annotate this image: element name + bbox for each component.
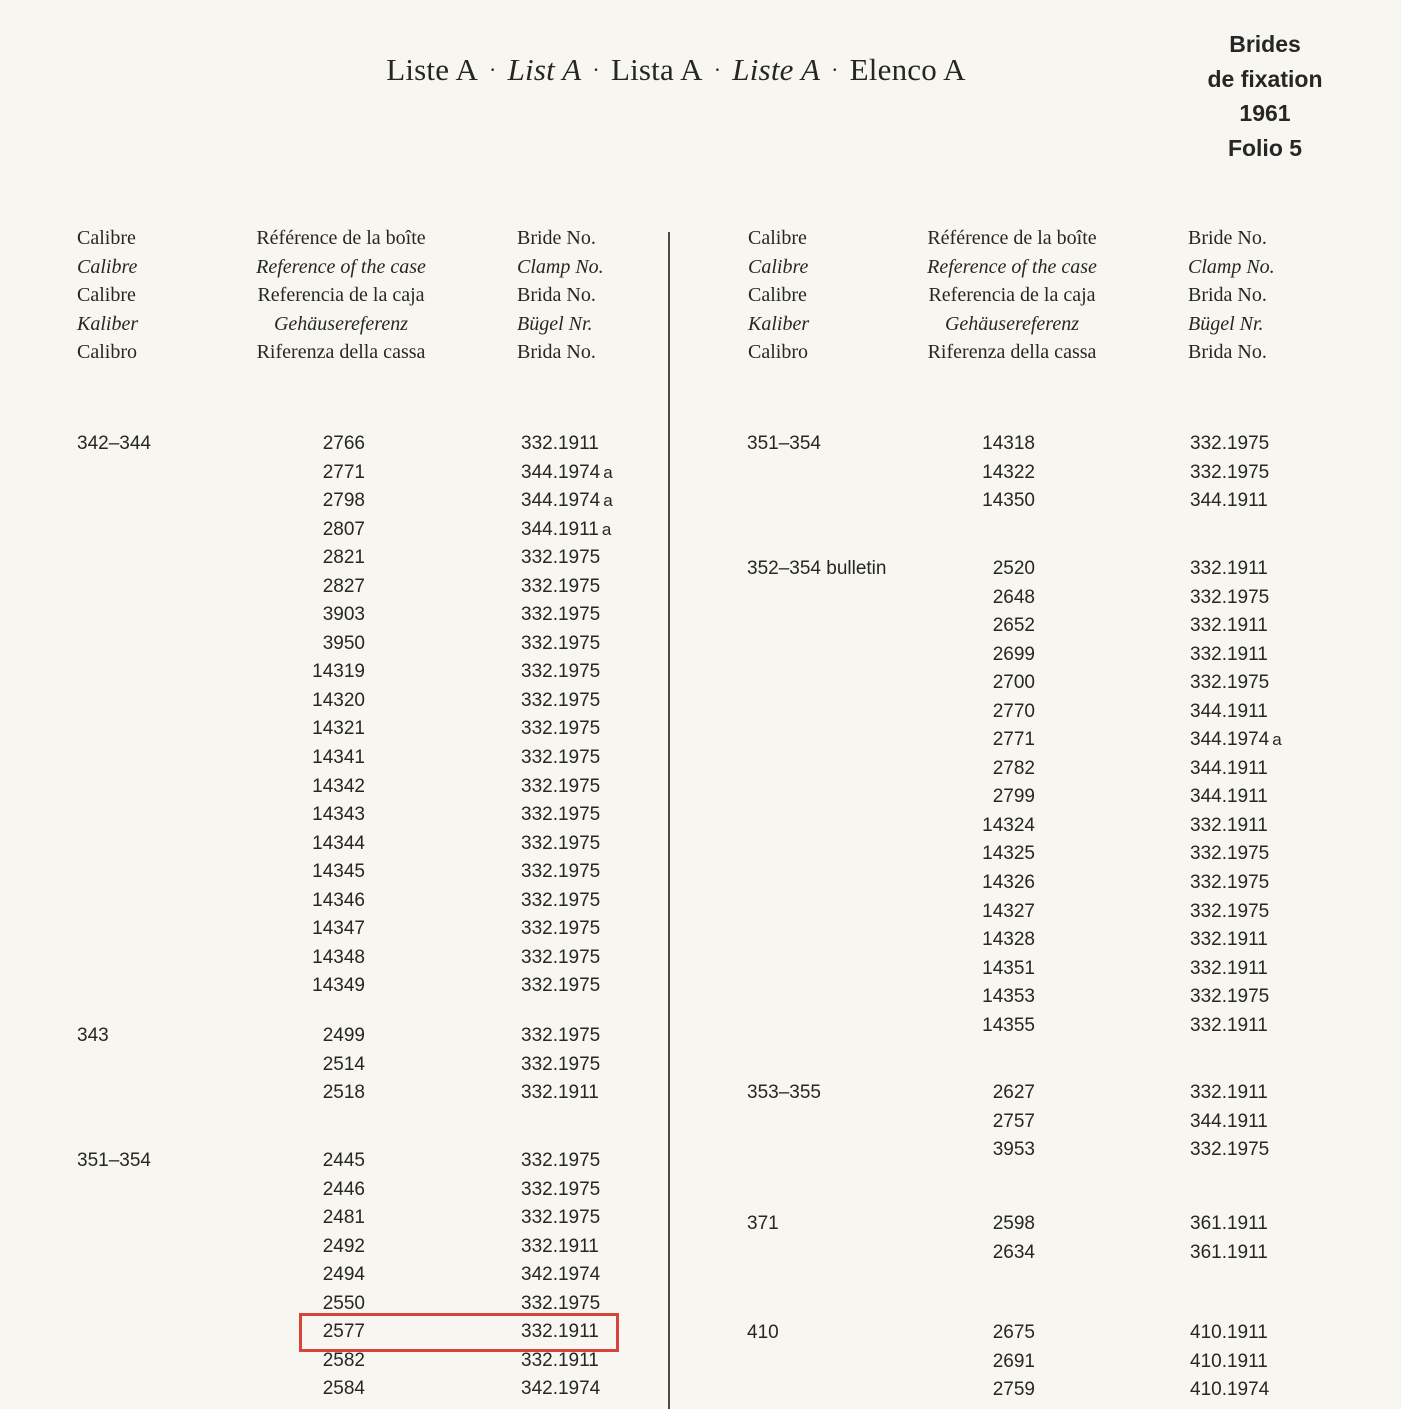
reference-cell: 14355 — [982, 1014, 1035, 1036]
reference-cell: 2798 — [322, 490, 365, 512]
reference-cell: 2634 — [992, 1241, 1035, 1263]
bride-number: 332.1975 — [521, 1207, 601, 1229]
bride-cell — [1190, 612, 1282, 641]
bride-number: 344.1974 — [1190, 729, 1270, 751]
corner-line-1: Brides — [1229, 31, 1301, 57]
bride-cell — [521, 516, 613, 545]
right-bride-column — [1190, 555, 1282, 1040]
bride-number: 332.1975 — [1190, 872, 1270, 894]
bride-cell — [1190, 1376, 1269, 1405]
bride-cell — [521, 801, 613, 830]
bride-number: 342.1974 — [521, 1264, 601, 1286]
reference-cell: 14328 — [982, 929, 1035, 951]
bride-cell — [1190, 430, 1269, 459]
column-divider — [668, 232, 670, 1409]
right-reference-column — [940, 555, 1035, 1040]
bride-cell — [521, 887, 613, 916]
corner-line-4: Folio 5 — [1227, 134, 1303, 161]
right-header-calibre: Calibre Calibre Calibre Kaliber Calibro — [748, 227, 810, 364]
bride-cell — [521, 630, 613, 659]
bride-number: 344.1911 — [1190, 786, 1268, 808]
reference-cell: 2691 — [992, 1350, 1035, 1372]
bride-number: 332.1975 — [521, 604, 601, 626]
bride-number: 332.1975 — [521, 1292, 601, 1314]
bride-number: 361.1911 — [1190, 1241, 1268, 1263]
bride-number: 344.1911 — [1190, 700, 1268, 722]
right-calibre-label: 371 — [747, 1213, 779, 1234]
reference-cell: 2492 — [322, 1235, 365, 1257]
right-reference-column — [940, 1210, 1035, 1267]
bride-cell — [1190, 1210, 1268, 1239]
bride-cell — [521, 459, 613, 488]
reference-cell: 2584 — [322, 1378, 365, 1400]
reference-cell: 2514 — [322, 1053, 365, 1075]
reference-cell: 2675 — [992, 1322, 1035, 1343]
bride-cell — [521, 1261, 600, 1290]
reference-cell: 2652 — [992, 615, 1035, 637]
reference-cell: 14318 — [982, 433, 1035, 454]
bride-number: 332.1975 — [1190, 900, 1270, 922]
reference-cell: 3953 — [992, 1139, 1035, 1161]
reference-cell: 2598 — [992, 1213, 1035, 1234]
right-bride-column — [1190, 1079, 1269, 1165]
bride-number: 332.1911 — [1190, 558, 1268, 579]
bride-number: 332.1975 — [521, 547, 601, 569]
reference-cell: 14327 — [982, 900, 1035, 922]
bride-number: 332.1975 — [521, 632, 601, 654]
title-separator: · — [489, 57, 497, 82]
reference-cell: 2770 — [992, 700, 1035, 722]
reference-cell: 2766 — [322, 433, 365, 454]
reference-cell: 14325 — [982, 843, 1035, 865]
bride-cell — [521, 601, 613, 630]
bride-number: 332.1975 — [521, 689, 601, 711]
bride-cell — [521, 1233, 600, 1262]
reference-cell: 2494 — [322, 1264, 365, 1286]
reference-cell: 2627 — [992, 1082, 1035, 1103]
bride-number: 332.1911 — [1190, 1082, 1268, 1103]
bride-cell — [521, 773, 613, 802]
bride-number: 332.1911 — [1190, 814, 1268, 836]
right-calibre-label: 352–354 bulletin — [747, 558, 887, 579]
bride-number: 332.1975 — [521, 575, 601, 597]
bride-cell — [521, 687, 613, 716]
left-reference-column — [270, 430, 365, 1001]
bride-cell — [521, 573, 613, 602]
bride-cell — [521, 715, 613, 744]
reference-cell: 3950 — [322, 632, 365, 654]
bride-number: 332.1975 — [521, 775, 601, 797]
title-part: List A — [507, 52, 582, 87]
bride-suffix: a — [603, 491, 613, 511]
left-calibre-label: 342–344 — [77, 433, 151, 454]
bride-number: 332.1975 — [521, 975, 601, 997]
title-part: Elenco A — [849, 52, 966, 87]
bride-number: 344.1974 — [521, 461, 601, 483]
page-title — [0, 52, 1352, 88]
left-bride-column — [521, 430, 613, 1001]
bride-cell — [521, 1176, 600, 1205]
reference-cell: 14341 — [312, 747, 365, 769]
bride-number: 332.1975 — [521, 918, 601, 940]
right-reference-column — [940, 1319, 1035, 1405]
title-part: Liste A — [732, 52, 821, 87]
bride-number: 332.1975 — [521, 889, 601, 911]
bride-cell — [1190, 783, 1282, 812]
bride-number: 332.1975 — [521, 1178, 601, 1200]
bride-suffix: a — [1272, 730, 1282, 750]
bride-cell — [521, 1079, 600, 1108]
bride-cell — [1190, 898, 1282, 927]
right-reference-column — [940, 1079, 1035, 1165]
bride-cell — [1190, 1319, 1269, 1348]
bride-cell — [521, 830, 613, 859]
bride-cell — [521, 1051, 600, 1080]
bride-number: 332.1911 — [1190, 643, 1268, 665]
bride-number: 332.1975 — [521, 1025, 601, 1046]
bride-cell — [521, 915, 613, 944]
right-bride-column — [1190, 1319, 1269, 1405]
left-header-bride: Bride No. Clamp No. Brida No. Bügel Nr. Brida No. — [517, 227, 604, 364]
reference-cell: 2757 — [992, 1110, 1035, 1132]
right-calibre-label: 351–354 — [747, 433, 821, 454]
bride-number: 332.1975 — [521, 1053, 601, 1075]
reference-cell: 2799 — [992, 786, 1035, 808]
reference-cell: 14346 — [312, 889, 365, 911]
bride-cell — [1190, 641, 1282, 670]
left-reference-column — [270, 1147, 365, 1404]
right-reference-column — [940, 430, 1035, 516]
bride-number: 332.1911 — [521, 1321, 599, 1343]
bride-cell — [1190, 669, 1282, 698]
reference-cell: 14319 — [312, 661, 365, 683]
bride-suffix: a — [601, 519, 612, 539]
title-part: Lista A — [610, 52, 703, 87]
bride-number: 332.1975 — [1190, 1139, 1270, 1161]
bride-cell — [521, 1022, 600, 1051]
reference-cell: 14326 — [982, 872, 1035, 894]
bride-cell — [521, 1147, 600, 1176]
bride-number: 332.1911 — [521, 1082, 599, 1104]
reference-cell: 2700 — [992, 672, 1035, 694]
reference-cell: 14351 — [982, 957, 1035, 979]
bride-number: 332.1975 — [521, 804, 601, 826]
reference-cell: 2771 — [322, 461, 365, 483]
reference-cell: 14350 — [982, 490, 1035, 512]
left-reference-column — [270, 1022, 365, 1108]
reference-cell: 2481 — [322, 1207, 365, 1229]
reference-cell: 14343 — [312, 804, 365, 826]
bride-number: 332.1975 — [1190, 461, 1270, 483]
bride-number: 342.1974 — [521, 1378, 601, 1400]
bride-cell — [521, 658, 613, 687]
reference-cell: 2582 — [322, 1349, 365, 1371]
reference-cell: 14353 — [982, 986, 1035, 1008]
bride-cell — [521, 972, 613, 1001]
corner-label — [1180, 27, 1350, 165]
right-header-bride: Bride No. Clamp No. Brida No. Bügel Nr. Brida No. — [1188, 227, 1275, 364]
reference-cell: 14324 — [982, 814, 1035, 836]
bride-cell — [1190, 1012, 1282, 1041]
reference-cell: 14347 — [312, 918, 365, 940]
reference-cell: 14342 — [312, 775, 365, 797]
right-bride-column — [1190, 430, 1269, 516]
bride-cell — [521, 544, 613, 573]
bride-cell — [521, 487, 613, 516]
right-header-reference: Référence de la boîte Reference of the case Referencia de la caja Gehäusereferenz Riferenza della cassa — [927, 227, 1097, 364]
bride-number: 344.1911 — [1190, 757, 1268, 779]
reference-cell: 2827 — [322, 575, 365, 597]
bride-number: 332.1911 — [1190, 1014, 1268, 1036]
bride-number: 332.1975 — [1190, 843, 1270, 865]
bride-cell — [521, 944, 613, 973]
bride-number: 332.1975 — [1190, 672, 1270, 694]
reference-cell: 2445 — [322, 1150, 365, 1171]
bride-number: 410.1911 — [1190, 1350, 1268, 1372]
bride-number: 332.1975 — [1190, 986, 1270, 1008]
title-separator: · — [831, 57, 839, 82]
title-separator: · — [592, 57, 600, 82]
bride-number: 344.1911 — [521, 518, 599, 540]
reference-cell: 2499 — [322, 1025, 365, 1046]
bride-cell — [1190, 698, 1282, 727]
corner-line-3: 1961 — [1239, 100, 1291, 126]
bride-number: 332.1911 — [1190, 929, 1268, 951]
bride-cell — [1190, 584, 1282, 613]
reference-cell: 2759 — [992, 1379, 1035, 1401]
reference-cell: 14348 — [312, 946, 365, 968]
bride-cell — [1190, 1136, 1269, 1165]
left-bride-column — [521, 1147, 600, 1404]
bride-cell — [1190, 840, 1282, 869]
reference-cell: 2518 — [322, 1082, 365, 1104]
bride-number: 332.1975 — [1190, 433, 1270, 454]
bride-number: 332.1911 — [521, 433, 599, 454]
bride-number: 332.1911 — [1190, 615, 1268, 637]
bride-number: 332.1975 — [521, 832, 601, 854]
bride-cell — [1190, 1108, 1269, 1137]
bride-number: 332.1975 — [521, 1150, 601, 1171]
reference-cell: 2807 — [322, 518, 365, 540]
bride-cell — [521, 1204, 600, 1233]
highlight-box — [299, 1313, 619, 1352]
bride-cell — [1190, 955, 1282, 984]
bride-number: 332.1911 — [1190, 957, 1268, 979]
left-calibre-label: 343 — [77, 1025, 109, 1046]
bride-number: 332.1975 — [521, 747, 601, 769]
left-calibre-label: 351–354 — [77, 1150, 151, 1171]
reference-cell: 14344 — [312, 832, 365, 854]
bride-cell — [1190, 1348, 1269, 1377]
reference-cell: 2446 — [322, 1178, 365, 1200]
corner-line-2: de fixation — [1207, 65, 1323, 92]
reference-cell: 2821 — [322, 547, 365, 569]
reference-cell: 3903 — [322, 604, 365, 626]
bride-number: 344.1911 — [1190, 490, 1268, 512]
bride-cell — [521, 430, 613, 459]
reference-cell: 2550 — [322, 1292, 365, 1314]
title-part: Liste A — [386, 52, 479, 87]
left-header-calibre: Calibre Calibre Calibre Kaliber Calibro — [77, 227, 139, 364]
bride-cell — [1190, 926, 1282, 955]
bride-cell — [1190, 812, 1282, 841]
reference-cell: 2699 — [992, 643, 1035, 665]
bride-cell — [1190, 726, 1282, 755]
reference-cell: 2520 — [992, 558, 1035, 579]
bride-cell — [521, 1375, 600, 1404]
reference-cell: 2771 — [992, 729, 1035, 751]
bride-number: 410.1974 — [1190, 1379, 1270, 1401]
right-calibre-label: 353–355 — [747, 1082, 821, 1103]
bride-cell — [1190, 1079, 1269, 1108]
bride-cell — [1190, 555, 1282, 584]
reference-cell: 14320 — [312, 689, 365, 711]
bride-cell — [1190, 869, 1282, 898]
bride-number: 332.1975 — [521, 718, 601, 740]
bride-cell — [1190, 983, 1282, 1012]
reference-cell: 14321 — [312, 718, 365, 740]
bride-number: 344.1911 — [1190, 1110, 1268, 1132]
bride-cell — [1190, 1239, 1268, 1268]
reference-cell: 2648 — [992, 586, 1035, 608]
bride-number: 332.1911 — [521, 1235, 599, 1257]
bride-cell — [1190, 755, 1282, 784]
bride-cell — [1190, 487, 1269, 516]
left-header-reference: Référence de la boîte Reference of the case Referencia de la caja Gehäusereferenz Riferenza della cassa — [256, 227, 426, 364]
right-bride-column — [1190, 1210, 1268, 1267]
bride-cell — [521, 744, 613, 773]
bride-number: 361.1911 — [1190, 1213, 1268, 1234]
bride-number: 344.1974 — [521, 490, 601, 512]
bride-number: 332.1975 — [1190, 586, 1270, 608]
bride-suffix: a — [603, 462, 613, 482]
reference-cell: 14322 — [982, 461, 1035, 483]
left-bride-column — [521, 1022, 600, 1108]
bride-cell — [521, 858, 613, 887]
bride-number: 332.1975 — [521, 946, 601, 968]
right-calibre-label: 410 — [747, 1322, 779, 1343]
bride-number: 332.1975 — [521, 861, 601, 883]
title-separator: · — [713, 57, 722, 82]
bride-cell — [1190, 459, 1269, 488]
bride-number: 332.1975 — [521, 661, 601, 683]
bride-number: 332.1911 — [521, 1349, 599, 1371]
reference-cell: 2782 — [992, 757, 1035, 779]
reference-cell: 14345 — [312, 861, 365, 883]
reference-cell: 2577 — [322, 1321, 365, 1343]
reference-cell: 14349 — [312, 975, 365, 997]
bride-number: 410.1911 — [1190, 1322, 1268, 1343]
